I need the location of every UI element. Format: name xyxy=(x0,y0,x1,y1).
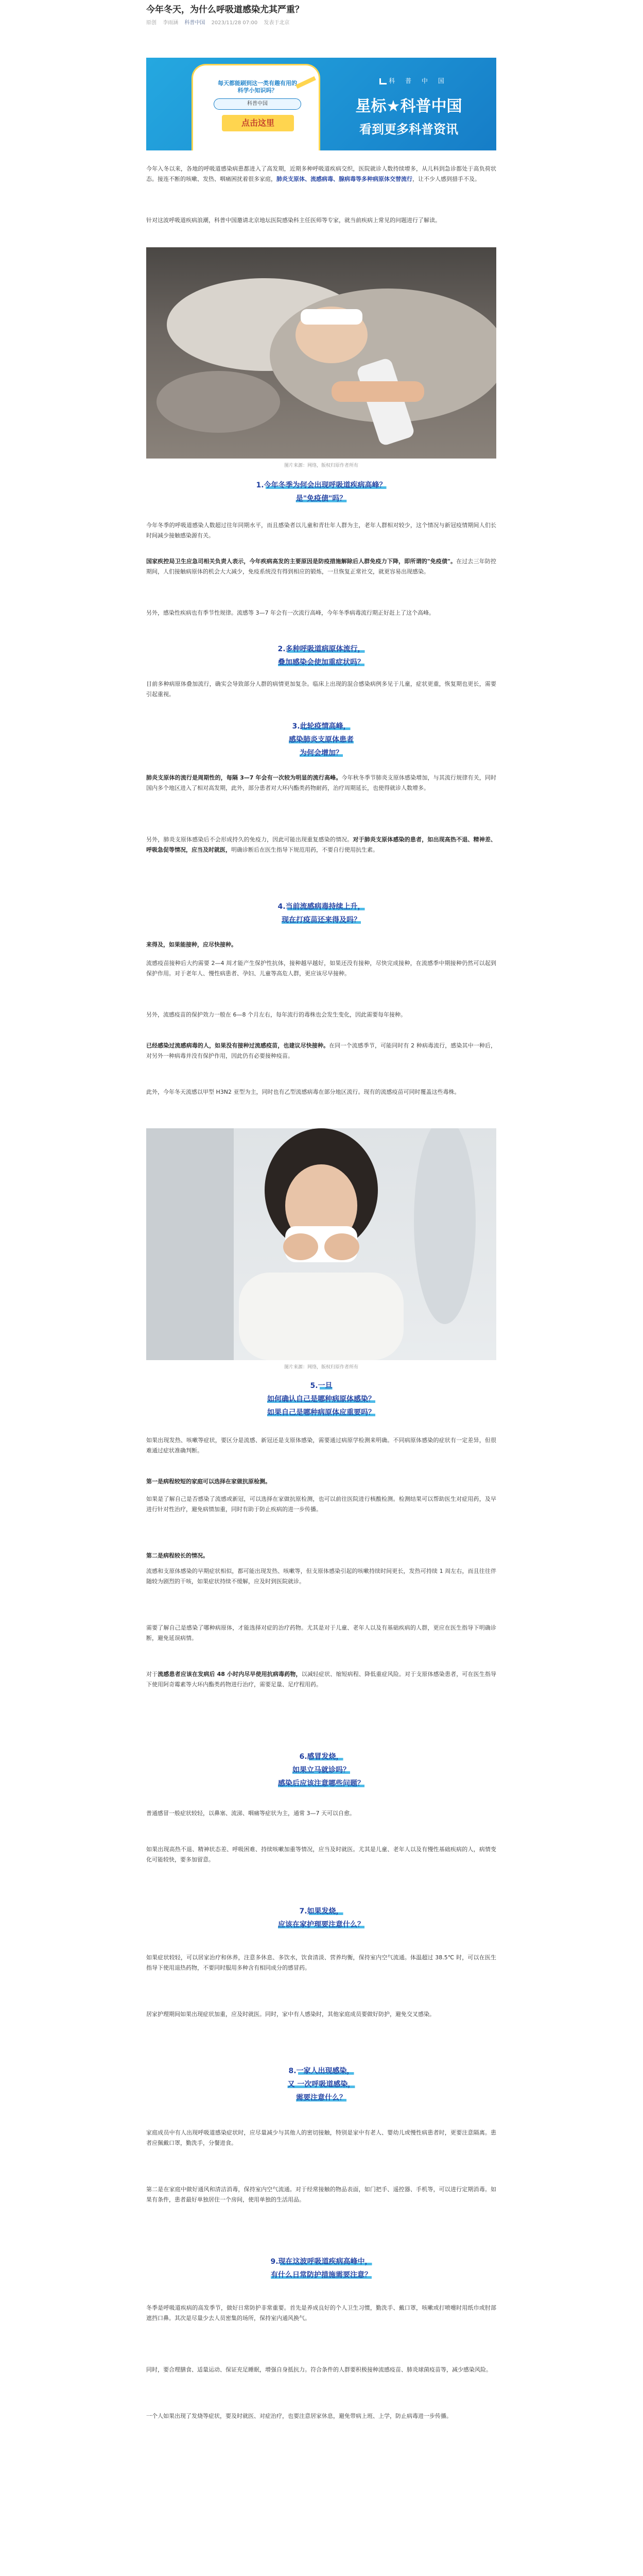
subheading-9-line2: 有什么日常防护措施需要注意？ xyxy=(271,2271,372,2279)
subheading-5 xyxy=(177,1381,465,1421)
banner-click-button[interactable]: 点击这里 xyxy=(222,115,294,131)
sneezing-woman-image xyxy=(146,1128,496,1360)
phone-illustration xyxy=(192,64,320,150)
p20-text: 对于 xyxy=(146,1671,158,1677)
subheading-5-line1: 5.一旦 xyxy=(310,1382,333,1390)
subheading-5-line2: 如何确认自己是哪种病原体感染？ xyxy=(267,1395,375,1403)
intro-paragraph-1 xyxy=(146,164,496,184)
p15-bold: 第一是病程较短的家庭可以选择在家做抗原检测。 xyxy=(146,1478,271,1485)
subheading-6 xyxy=(177,1752,465,1792)
author-name: 李雨涵 xyxy=(163,20,179,26)
banner-subheadline: 看到更多科普资讯 xyxy=(359,122,458,137)
subheading-2-line1: 2.多种呼吸道病原体流行， xyxy=(277,645,365,653)
banner-headline: 星标★科普中国 xyxy=(355,97,462,115)
subheading-1-line2: 是"免疫债"吗？ xyxy=(296,495,347,503)
intro1-text: 今年入冬以来，各地的呼吸道感染病患都进入了高发期，近期多种呼吸道疾病交织，医院就诊人数持续增多，从儿科到急诊都处于高负荷状态。接连不断的咳嗽、发热、咽痛困扰着很多家庭， xyxy=(146,165,496,182)
banner-tip-line2: 科学小知识吗？ xyxy=(237,87,277,94)
paragraph-26: 第二是在家庭中做好通风和清洁消毒，保持室内空气流通。对于经常接触的物品表面，如门把手、遥控器、手机等，可以进行定期消毒。如果有条件，患者最好单独居住一个房间，使用单独的生活用品。 xyxy=(146,2186,496,2203)
paragraph-14: 如果出现发热、咳嗽等症状，要区分是流感、新冠还是支原体感染，需要通过病原学检测来明确。不同病原体感染的症状有一定差异，但很难通过症状准确判断。 xyxy=(146,1437,496,1454)
subheading-1 xyxy=(177,480,465,507)
paragraph-22: 如果出现高热不退、精神状态差、呼吸困难、持续咳嗽加重等情况，应当及时就医。尤其是儿童、老年人以及有慢性基础疾病的人，病情变化可能较快，要多加留意。 xyxy=(146,1846,496,1863)
article-title: 今年冬天，为什么呼吸道感染尤其严重？ xyxy=(146,5,304,15)
banner-tip-line1: 每天都能刷到这一类有趣有用的 xyxy=(218,80,297,87)
paragraph-20 xyxy=(146,1669,496,1690)
subheading-2-line2: 叠加感染会使加重症状吗？ xyxy=(278,658,364,667)
p12-bold: 已经感染过流感病毒的人，如果没有接种过流感疫苗，也建议尽快接种。 xyxy=(146,1042,329,1049)
paragraph-5: 另外，感染性疾病也有季节性规律。流感等 3—7 年会有一次流行高峰，今年冬季病毒流行期正好赶上了这个高峰。 xyxy=(146,609,435,616)
paragraph-16: 如果是了解自己是否感染了流感或新冠，可以选择在家做抗原检测，也可以前往医院进行核酸检测。检测结果可以帮助医生对症用药，及早进行针对性治疗，避免病情加重，同时有助于防止疾病的进一步传播。 xyxy=(146,1496,496,1513)
subheading-8-line1: 8.一家人出现感染， xyxy=(288,2067,354,2075)
subheading-3-line2: 感染肺炎支原体患者 xyxy=(289,736,354,744)
p9-bold: 来得及，如果能接种，应尽快接种。 xyxy=(146,941,237,948)
paragraph-12 xyxy=(146,1041,496,1061)
subheading-9-line1: 9.现在这波呼吸道疾病高峰中， xyxy=(270,2258,372,2266)
paragraph-19: 需要了解自己是感染了哪种病原体，才能选择对症的治疗药物。尤其是对于儿童、老年人以及有基础疾病的人群，更应在医生指导下明确诊断，避免延误病情。 xyxy=(146,1624,496,1641)
p12-text: 在同一个流感季节，可能同时有 2 种病毒流行，感染其中一种后，对另外一种病毒并没有保护作用，因此仍有必要接种疫苗。 xyxy=(146,1042,496,1059)
paragraph-13: 此外，今年冬天流感以甲型 H3N2 亚型为主，同时也有乙型流感病毒在部分地区流行。现有的流感疫苗可同时覆盖这些毒株。 xyxy=(146,1089,460,1095)
intro1-tail: ，让不少人感到措手不及。 xyxy=(412,176,480,182)
p7-bold: 肺炎支原体的流行是周期性的，每隔 3—7 年会有一次较为明显的流行高峰。 xyxy=(146,774,342,781)
paragraph-23: 如果症状较轻，可以居家治疗和休养，注意多休息、多饮水，饮食清淡、营养均衡，保持室内空气流通。体温超过 38.5℃ 时，可以在医生指导下使用退热药物，不要同时服用多种含有相同成分的感冒药。 xyxy=(146,1954,496,1971)
subheading-7 xyxy=(177,1906,465,1933)
subheading-3-line1: 3.此轮疫情高峰， xyxy=(292,722,351,731)
publish-location: 发表于北京 xyxy=(264,20,290,26)
p7-text: 今年秋冬季节肺炎支原体感染增加，与其流行规律有关，同时国内多个地区进入了相对高发期，此外，部分患者对大环内酯类药物耐药，治疗周期延长，也使得就诊人数增多。 xyxy=(146,774,497,791)
paragraph-15 xyxy=(146,1477,496,1487)
p8-tail: 明确诊断后在医生指导下规范用药，不要自行使用抗生素。 xyxy=(231,846,378,853)
paragraph-3: 今年冬季的呼吸道感染人数超过往年同期水平，而且感染者以儿童和青壮年人群为主，老年人群相对较少，这个情况与新冠疫情期间人们长时间减少接触感染源有关。 xyxy=(146,522,496,539)
subheading-8 xyxy=(177,2066,465,2106)
paragraph-6: 目前多种病原体叠加流行，确实会导致部分人群的病情更加复杂。临床上出现的混合感染病例多见于儿童，症状更重，恢复期也更长，需要引起重视。 xyxy=(146,681,496,698)
original-tag: 原创 xyxy=(146,20,157,26)
paragraph-17 xyxy=(146,1551,496,1561)
star-banner[interactable] xyxy=(146,58,496,150)
paragraph-8 xyxy=(146,835,496,855)
intro-paragraph-2: 针对这波呼吸道疾病浪潮，科普中国邀请北京地坛医院感染科主任医师等专家，就当前疾病上常见的问题进行了解读。 xyxy=(146,217,441,224)
subheading-1-line1: 1.今年冬季为何会出现呼吸道疾病高峰？ xyxy=(256,481,387,489)
paragraph-27: 冬季是呼吸道疾病的高发季节，做好日常防护非常重要。首先是养成良好的个人卫生习惯，勤洗手、戴口罩，咳嗽或打喷嚏时用纸巾或肘部遮挡口鼻。其次是尽量少去人员密集的场所，保持室内通风换气。 xyxy=(146,2304,496,2321)
paragraph-21: 普通感冒一般症状较轻，以鼻塞、流涕、咽痛等症状为主，通常 3—7 天可以自愈。 xyxy=(146,1810,355,1817)
paragraph-10: 流感疫苗接种后大约需要 2—4 周才能产生保护性抗体，接种越早越好，如果还没有接种，尽快完成接种，在流感季中期接种仍然可以起到保护作用。对于老年人、慢性病患者、孕妇、儿童等高危人群，更应该尽早接种。 xyxy=(146,960,496,977)
subheading-4 xyxy=(177,902,465,928)
paragraph-4 xyxy=(146,556,496,577)
p8-bold: 对于肺炎支原体感染的患者，如出现高热不退、精神差、呼吸急促等情况，应当及时就医， xyxy=(146,836,497,853)
sick-person-image xyxy=(146,247,496,459)
paragraph-7 xyxy=(146,773,496,793)
photo2-caption: 图片来源：网络，版权归原作者所有 xyxy=(284,1365,358,1370)
paragraph-24: 居家护理期间如果出现症状加重，应及时就医。同时，家中有人感染时，其他家庭成员要做好防护，避免交叉感染。 xyxy=(146,2011,435,2018)
subheading-6-line3: 感染后应该注意哪些问题？ xyxy=(278,1780,364,1788)
subheading-7-line2: 应该在家护理要注意什么？ xyxy=(278,1921,364,1929)
p4-text: 在过去三年防控期间，人们接触病原体的机会大大减少，免疫系统没有得到相应的锻炼，一旦恢复正常社交，就更容易出现感染。 xyxy=(146,558,496,575)
paragraph-18: 流感和支原体感染的早期症状相似，都可能出现发热、咳嗽等，但支原体感染引起的咳嗽持续时间更长，发热可持续 1 周左右，而且往往伴随较为剧烈的干咳，如果症状持续不缓解，应及时到医院就诊。 xyxy=(146,1568,496,1585)
subheading-8-line3: 需要注意什么？ xyxy=(296,2094,346,2102)
sick-person-photo xyxy=(146,247,496,459)
intro1-bold: 肺炎支原体、流感病毒、腺病毒等多种病原体交替流行 xyxy=(276,176,412,182)
p20-tail: 以减轻症状、缩短病程、降低重症风险。对于支原体感染患者，可在医生指导下使用阿奇霉素等大环内酯类药物进行治疗，需要足量、足疗程用药。 xyxy=(146,1671,497,1688)
p20-bold: 流感患者应该在发病后 48 小时内尽早使用抗病毒药物， xyxy=(158,1671,302,1677)
banner-logo xyxy=(352,77,476,84)
article-column xyxy=(146,0,496,2576)
subheading-2 xyxy=(177,644,465,671)
banner-tip xyxy=(208,80,306,94)
subheading-3 xyxy=(177,721,465,761)
paragraph-25: 家庭成员中有人出现呼吸道感染症状时，应尽量减少与其他人的密切接触，特别是家中有老人、婴幼儿或慢性病患者时，更要注意隔离。患者应佩戴口罩，勤洗手，分餐进食。 xyxy=(146,2129,496,2146)
subheading-9 xyxy=(177,2257,465,2283)
banner-search-pill: 科普中国 xyxy=(214,98,301,110)
subheading-3-line3: 为何会增加？ xyxy=(300,749,343,757)
paragraph-9 xyxy=(146,940,496,950)
logo-mark-icon xyxy=(379,78,387,84)
subheading-8-line2: 又 一次呼吸道感染， xyxy=(287,2080,355,2089)
subheading-6-line1: 6.感冒发烧， xyxy=(299,1753,343,1761)
article-meta xyxy=(146,20,294,26)
banner-logo-text: 科 普 中 国 xyxy=(389,77,448,84)
subheading-5-line3: 如果自己是哪种病原体应重要吗？ xyxy=(267,1409,375,1417)
subheading-4-line2: 现在打疫苗还来得及吗？ xyxy=(282,916,361,924)
paragraph-11: 另外，流感疫苗的保护效力一般在 6—8 个月左右，每年流行的毒株也会发生变化，因此需要每年接种。 xyxy=(146,1011,406,1018)
photo1-caption: 图片来源：网络，版权归原作者所有 xyxy=(284,463,358,468)
p4-bold: 国家疾控局卫生应急司相关负责人表示，今年疾病高发的主要原因是防疫措施解除后人群免疫力下降，即所谓的"免疫债"。 xyxy=(146,558,457,565)
p17-bold: 第二是病程较长的情况。 xyxy=(146,1552,208,1559)
account-link[interactable]: 科普中国 xyxy=(184,20,205,26)
publish-datetime: 2023/11/28 07:00 xyxy=(211,20,258,26)
subheading-7-line1: 7.如果发烧， xyxy=(299,1907,343,1916)
paragraph-29: 一个人如果出现了发烧等症状，要及时就医、对症治疗，也要注意居家休息，避免带病上班、上学，防止病毒进一步传播。 xyxy=(146,2413,452,2419)
paragraph-28: 同时，要合理膳食、适量运动、保证充足睡眠，增强自身抵抗力。符合条件的人群要积极接种流感疫苗、肺炎球菌疫苗等，减少感染风险。 xyxy=(146,2366,492,2373)
p8-text: 另外，肺炎支原体感染后不会形成持久的免疫力，因此可能出现重复感染的情况。 xyxy=(146,836,353,843)
subheading-6-line2: 如果立马就诊吗？ xyxy=(292,1766,350,1774)
subheading-4-line1: 4.当前流感病毒持续上升， xyxy=(277,903,365,911)
sneezing-woman-photo xyxy=(146,1128,496,1360)
